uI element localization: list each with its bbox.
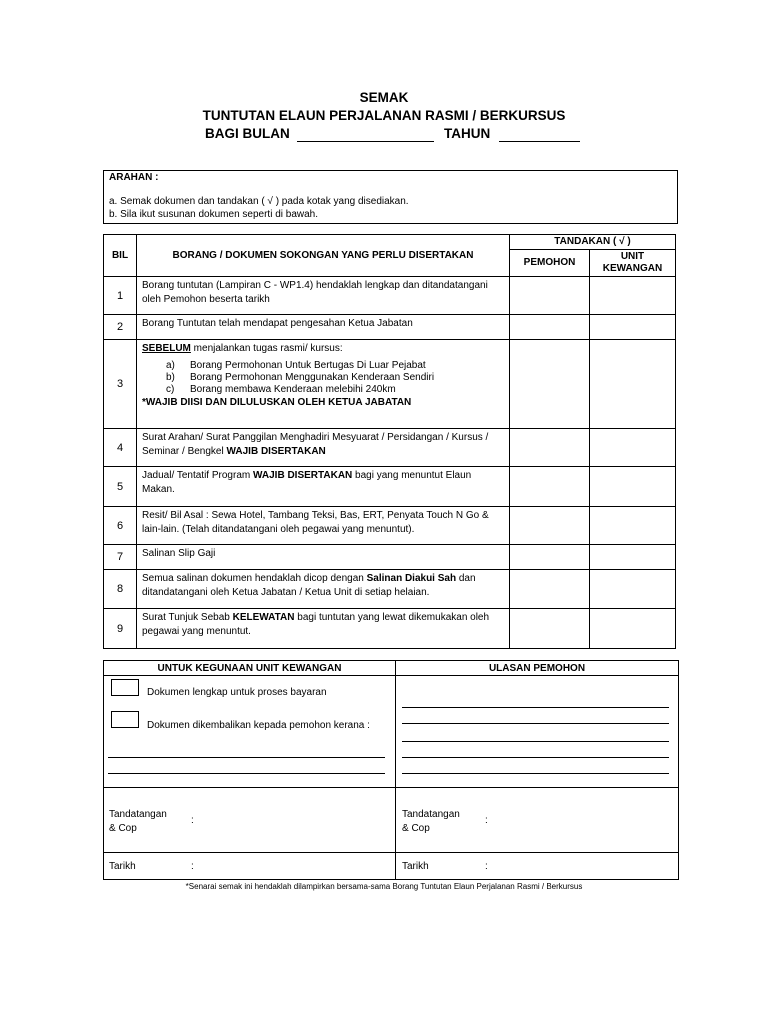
pemohon-checkbox[interactable] bbox=[510, 429, 590, 467]
row-number: 3 bbox=[104, 340, 137, 429]
table-row bbox=[104, 315, 676, 340]
row-number: 6 bbox=[104, 507, 137, 545]
table-row bbox=[104, 545, 676, 570]
year-label: TAHUN bbox=[444, 126, 491, 141]
table-row bbox=[104, 340, 676, 429]
table-row bbox=[104, 467, 676, 507]
row-number: 9 bbox=[104, 609, 137, 649]
row-number: 7 bbox=[104, 545, 137, 570]
instruction-b: b. Sila ikut susunan dokumen seperti di bawah. bbox=[109, 209, 319, 220]
cop-label: & Cop bbox=[109, 823, 137, 834]
month-label: BAGI BULAN bbox=[205, 126, 290, 141]
header-mark: TANDAKAN ( √ ) bbox=[510, 235, 676, 250]
unit-checkbox[interactable] bbox=[590, 545, 676, 570]
comment-line[interactable] bbox=[402, 757, 669, 758]
page-subtitle: TUNTUTAN ELAUN PERJALANAN RASMI / BERKURSUS bbox=[202, 108, 566, 123]
reason-line[interactable] bbox=[108, 757, 385, 758]
checklist-table bbox=[103, 234, 676, 649]
date-row bbox=[104, 853, 679, 880]
finance-header: UNTUK KEGUNAAN UNIT KEWANGAN bbox=[104, 661, 396, 676]
header-pemohon: PEMOHON bbox=[510, 250, 590, 277]
instructions-box bbox=[103, 170, 678, 224]
complete-checkbox[interactable] bbox=[111, 679, 139, 696]
page-title: SEMAK bbox=[359, 90, 409, 105]
pemohon-checkbox[interactable] bbox=[510, 609, 590, 649]
unit-checkbox[interactable] bbox=[590, 429, 676, 467]
year-field[interactable] bbox=[499, 141, 580, 142]
unit-checkbox[interactable] bbox=[590, 507, 676, 545]
table-row bbox=[104, 609, 676, 649]
row-text bbox=[137, 340, 510, 429]
row-text: Jadual/ Tentatif Program WAJIB DISERTAKAN bagi yang menuntut Elaun Makan. bbox=[137, 467, 510, 507]
row-text-main: menjalankan tugas rasmi/ kursus: bbox=[190, 343, 343, 354]
header-document: BORANG / DOKUMEN SOKONGAN YANG PERLU DISERTAKAN bbox=[137, 235, 510, 277]
list-item: a) Borang Permohonan Untuk Bertugas Di Luar Pejabat bbox=[166, 360, 426, 371]
row-text-emphasis: SEBELUM bbox=[142, 343, 191, 354]
row-note: *WAJIB DIISI DAN DILULUSKAN OLEH KETUA JABATAN bbox=[142, 397, 412, 408]
date-label: Tarikh bbox=[402, 861, 429, 872]
row-text: Surat Tunjuk Sebab KELEWATAN bagi tuntutan yang lewat dikemukakan oleh pegawai yang menuntut. bbox=[137, 609, 510, 649]
unit-checkbox[interactable] bbox=[590, 277, 676, 315]
pemohon-checkbox[interactable] bbox=[510, 315, 590, 340]
row-text: Borang tuntutan (Lampiran C - WP1.4) hendaklah lengkap dan ditandatangani oleh Pemohon beserta tarikh bbox=[137, 277, 510, 315]
header-bil: BIL bbox=[104, 235, 137, 277]
signature-colon: : bbox=[191, 815, 194, 826]
comment-line[interactable] bbox=[402, 773, 669, 774]
unit-checkbox[interactable] bbox=[590, 609, 676, 649]
instructions-heading: ARAHAN : bbox=[109, 172, 159, 183]
finance-date bbox=[104, 853, 396, 880]
instruction-a: a. Semak dokumen dan tandakan ( √ ) pada kotak yang disediakan. bbox=[109, 196, 409, 207]
finance-table bbox=[103, 660, 679, 880]
returned-checkbox[interactable] bbox=[111, 711, 139, 728]
row-number: 8 bbox=[104, 570, 137, 609]
table-row bbox=[104, 507, 676, 545]
pemohon-checkbox[interactable] bbox=[510, 277, 590, 315]
pemohon-checkbox[interactable] bbox=[510, 507, 590, 545]
finance-header-row bbox=[104, 661, 679, 676]
signature-colon: : bbox=[485, 815, 488, 826]
unit-checkbox[interactable] bbox=[590, 340, 676, 429]
row-number: 5 bbox=[104, 467, 137, 507]
row-text: Borang Tuntutan telah mendapat pengesahan Ketua Jabatan bbox=[137, 315, 510, 340]
table-row bbox=[104, 277, 676, 315]
footnote: *Senarai semak ini hendaklah dilampirkan bersama-sama Borang Tuntutan Elaun Perjalanan Rasmi / Berkursus bbox=[185, 882, 583, 891]
table-row bbox=[104, 429, 676, 467]
finance-signature bbox=[104, 788, 396, 853]
applicant-signature bbox=[396, 788, 679, 853]
applicant-date bbox=[396, 853, 679, 880]
complete-label: Dokumen lengkap untuk proses bayaran bbox=[147, 687, 327, 698]
header-unit-kewangan: UNIT KEWANGAN bbox=[590, 250, 676, 277]
reason-line[interactable] bbox=[108, 773, 385, 774]
month-field[interactable] bbox=[297, 141, 434, 142]
unit-checkbox[interactable] bbox=[590, 315, 676, 340]
unit-checkbox[interactable] bbox=[590, 467, 676, 507]
comment-line[interactable] bbox=[402, 741, 669, 742]
pemohon-checkbox[interactable] bbox=[510, 340, 590, 429]
pemohon-checkbox[interactable] bbox=[510, 570, 590, 609]
pemohon-checkbox[interactable] bbox=[510, 545, 590, 570]
unit-checkbox[interactable] bbox=[590, 570, 676, 609]
row-text: Surat Arahan/ Surat Panggilan Menghadiri Mesyuarat / Persidangan / Kursus / Seminar / Bengkel WAJIB DISERTAKAN bbox=[137, 429, 510, 467]
row-text: Resit/ Bil Asal : Sewa Hotel, Tambang Teksi, Bas, ERT, Penyata Touch N Go & lain-lain. (Telah ditandatangani oleh pegawai yang menuntut). bbox=[137, 507, 510, 545]
signature-label: Tandatangan bbox=[109, 809, 167, 820]
table-row bbox=[104, 570, 676, 609]
finance-body-row bbox=[104, 676, 679, 788]
date-label: Tarikh bbox=[109, 861, 136, 872]
list-item: c) Borang membawa Kenderaan melebihi 240km bbox=[166, 384, 396, 395]
list-item: b) Borang Permohonan Menggunakan Kenderaan Sendiri bbox=[166, 372, 435, 383]
comment-line[interactable] bbox=[402, 723, 669, 724]
row-number: 2 bbox=[104, 315, 137, 340]
signature-row bbox=[104, 788, 679, 853]
cop-label: & Cop bbox=[402, 823, 430, 834]
sub-list bbox=[142, 360, 504, 396]
row-number: 1 bbox=[104, 277, 137, 315]
row-text: Semua salinan dokumen hendaklah dicop dengan Salinan Diakui Sah dan ditandatangani oleh Ketua Jabatan / Ketua Unit di setiap helaian. bbox=[137, 570, 510, 609]
comments-area bbox=[396, 676, 679, 788]
comment-line[interactable] bbox=[402, 707, 669, 708]
returned-label: Dokumen dikembalikan kepada pemohon kerana : bbox=[147, 720, 370, 731]
pemohon-checkbox[interactable] bbox=[510, 467, 590, 507]
date-colon: : bbox=[485, 861, 488, 872]
comments-header: ULASAN PEMOHON bbox=[396, 661, 679, 676]
signature-label: Tandatangan bbox=[402, 809, 460, 820]
row-text: Salinan Slip Gaji bbox=[137, 545, 510, 570]
table-header-row bbox=[104, 235, 676, 250]
finance-checks bbox=[104, 676, 396, 788]
row-number: 4 bbox=[104, 429, 137, 467]
date-colon: : bbox=[191, 861, 194, 872]
